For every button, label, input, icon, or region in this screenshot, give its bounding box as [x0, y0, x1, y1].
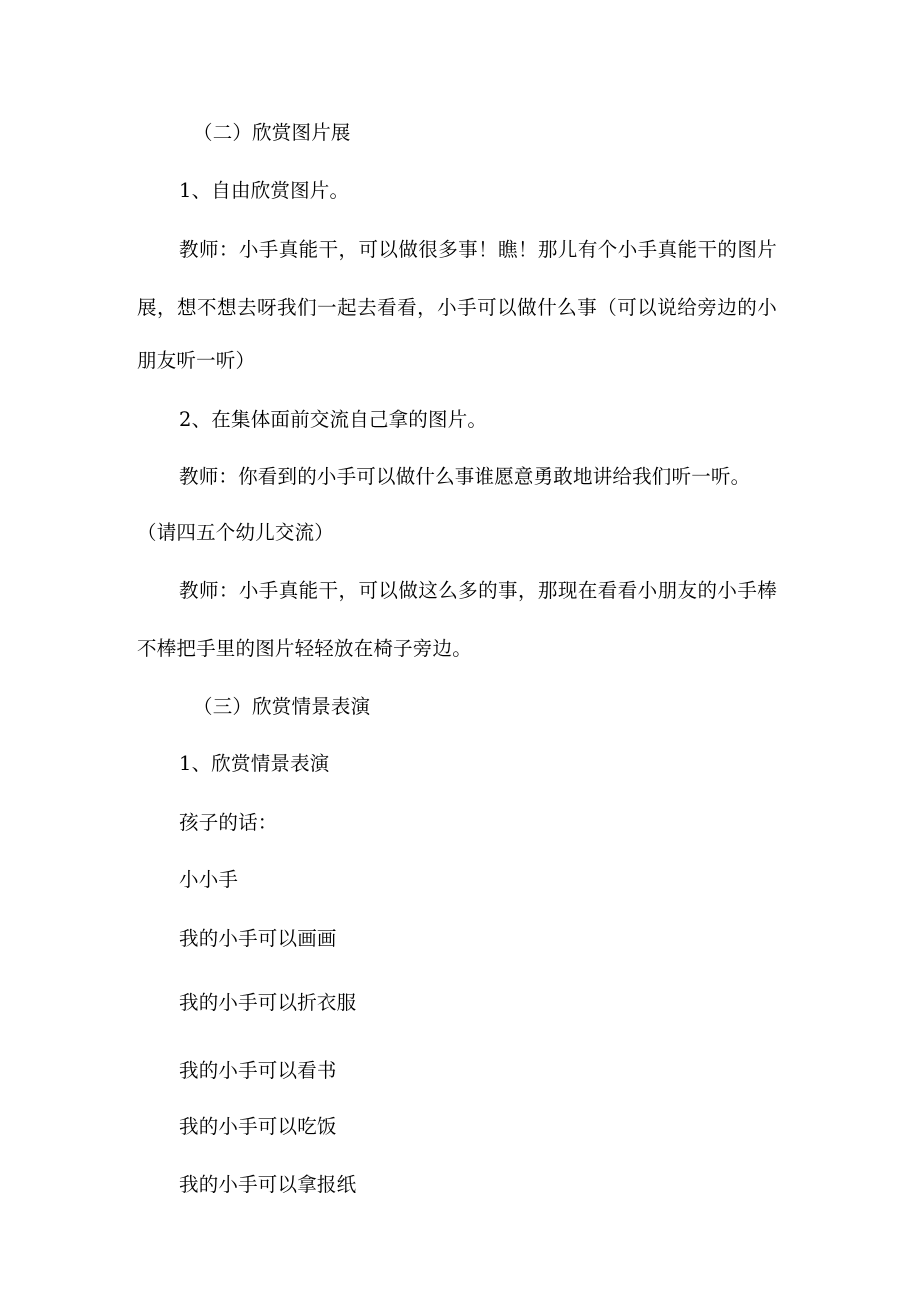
poem-line: 我的小手可以拿报纸	[179, 1173, 357, 1196]
section-heading: （二）欣赏图片展	[193, 121, 351, 144]
paragraph-line: 教师：小手真能干，可以做很多事！瞧！那儿有个小手真能干的图片	[179, 238, 777, 261]
poem-title: 小小手	[179, 868, 239, 891]
paragraph-line: 朋友听一听）	[137, 349, 256, 372]
paragraph-line: 展，想不想去呀我们一起去看看，小手可以做什么事（可以说给旁边的小	[137, 296, 777, 319]
paragraph-line: 不棒把手里的图片轻轻放在椅子旁边。	[137, 637, 472, 660]
poem-line: 我的小手可以看书	[179, 1059, 337, 1082]
poem-line: 我的小手可以吃饭	[179, 1115, 337, 1138]
paragraph-line: 1、欣赏情景表演	[179, 752, 330, 775]
paragraph-line: 教师：你看到的小手可以做什么事谁愿意勇敢地讲给我们听一听。	[179, 465, 751, 488]
paragraph-line: （请四五个幼儿交流）	[137, 521, 335, 544]
poem-line: 我的小手可以画画	[179, 927, 337, 950]
paragraph-line: 1、自由欣赏图片。	[179, 179, 350, 202]
paragraph-line: 2、在集体面前交流自己拿的图片。	[179, 408, 488, 431]
poem-line: 我的小手可以折衣服	[179, 991, 357, 1014]
paragraph-line: 教师：小手真能干，可以做这么多的事，那现在看看小朋友的小手棒	[179, 579, 777, 602]
paragraph-line: 孩子的话：	[179, 811, 278, 834]
section-heading: （三）欣赏情景表演	[193, 695, 371, 718]
